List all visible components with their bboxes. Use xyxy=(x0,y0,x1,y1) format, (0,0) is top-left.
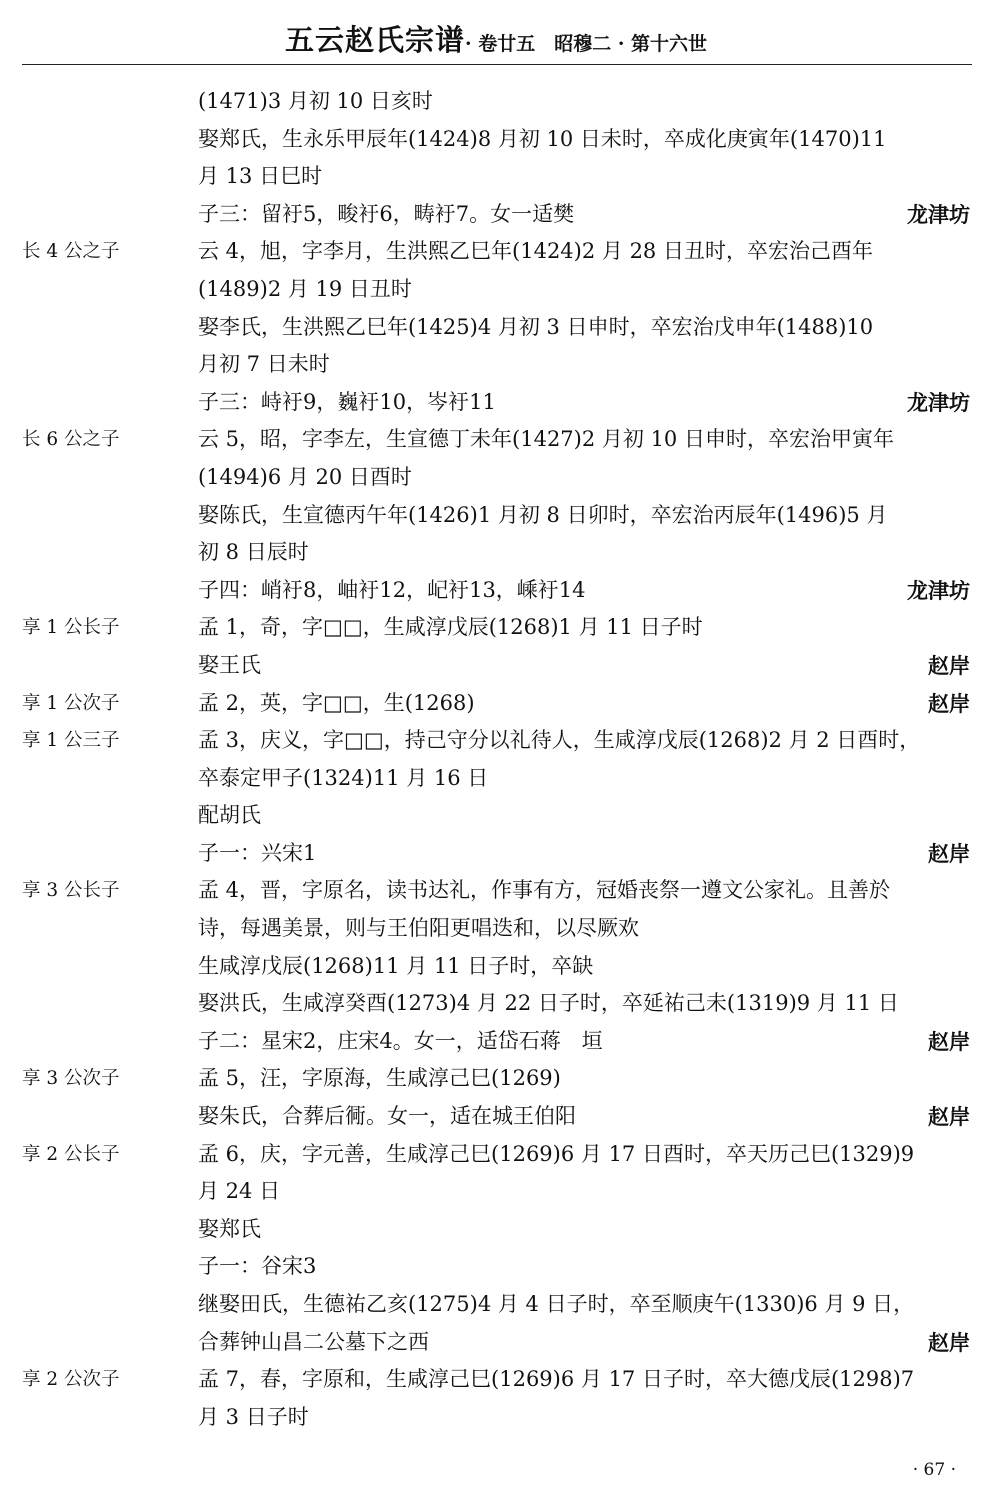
entry-text: 孟 5，汪，字原海，生咸淳己巳(1269) xyxy=(198,1066,561,1091)
residence-place: 赵岸 xyxy=(928,690,970,716)
entry-line xyxy=(0,1399,992,1437)
header-rule xyxy=(22,64,972,65)
entry-line xyxy=(0,1286,992,1324)
entry-text: 娶陈氏，生宣德丙午年(1426)1 月初 8 日卯时，卒宏治丙辰年(1496)5 月 xyxy=(198,502,888,527)
lineage-note: 享 1 公次子 xyxy=(22,692,120,714)
entry-text: 子三：峙衧9，巍衧10，岑衧11 xyxy=(198,389,496,414)
entry-line xyxy=(0,872,992,910)
entry-text: 娶郑氏，生永乐甲辰年(1424)8 月初 10 日未时，卒成化庚寅年(1470)11 xyxy=(198,126,887,151)
entry-text: 孟 7，春，字原和，生咸淳己巳(1269)6 月 17 日子时，卒大德戊辰(1298)7 xyxy=(198,1367,915,1392)
lineage-note: 享 1 公长子 xyxy=(22,617,120,639)
entry-line xyxy=(0,459,992,497)
entry-line xyxy=(0,121,992,159)
entry-line xyxy=(0,760,992,798)
entry-line xyxy=(0,609,992,647)
entry-line xyxy=(0,1060,992,1098)
entry-text: 合葬钟山昌二公墓下之西 xyxy=(198,1329,429,1354)
entry-line xyxy=(0,233,992,271)
entry-line xyxy=(0,497,992,535)
volume-subtitle: · 卷廿五 昭穆二 · 第十六世 xyxy=(464,33,708,55)
residence-place: 赵岸 xyxy=(928,1104,970,1130)
lineage-note: 享 3 公长子 xyxy=(22,880,120,902)
entry-line xyxy=(0,196,992,234)
entry-line xyxy=(0,346,992,384)
entry-line xyxy=(0,421,992,459)
page-number: · 67 · xyxy=(912,1460,956,1480)
genealogy-entries xyxy=(0,83,992,1436)
entry-text: 娶郑氏 xyxy=(198,1216,261,1241)
lineage-note: 长 4 公之子 xyxy=(22,241,120,263)
entry-line xyxy=(0,948,992,986)
page-header xyxy=(0,18,992,59)
entry-line xyxy=(0,1361,992,1399)
entry-text: 子一：兴宋1 xyxy=(198,840,317,865)
entry-text: 子一：谷宋3 xyxy=(198,1254,317,1279)
entry-text: 月 3 日子时 xyxy=(198,1404,309,1429)
residence-place: 赵岸 xyxy=(928,840,970,866)
residence-place: 赵岸 xyxy=(928,1329,970,1355)
entry-text: 娶王氏 xyxy=(198,652,261,677)
entry-text: (1489)2 月 19 日丑时 xyxy=(198,276,412,301)
lineage-note: 享 2 公次子 xyxy=(22,1369,120,1391)
entry-text: 卒泰定甲子(1324)11 月 16 日 xyxy=(198,765,489,790)
entry-line xyxy=(0,1023,992,1061)
entry-line xyxy=(0,271,992,309)
entry-text: 云 5，昭，字李左，生宣德丁未年(1427)2 月初 10 日申时，卒宏治甲寅年 xyxy=(198,427,894,452)
entry-text: 云 4，旭，字李月，生洪熙乙巳年(1424)2 月 28 日丑时，卒宏治己酉年 xyxy=(198,239,873,264)
residence-place: 龙津坊 xyxy=(907,389,970,415)
entry-text: 孟 3，庆义，字□□，持己守分以礼待人，生咸淳戊辰(1268)2 月 2 日酉时， xyxy=(198,728,921,753)
residence-place: 龙津坊 xyxy=(907,577,970,603)
entry-line xyxy=(0,384,992,422)
entry-line xyxy=(0,985,992,1023)
lineage-note: 享 1 公三子 xyxy=(22,730,120,752)
entry-line xyxy=(0,309,992,347)
entry-text: 孟 1，奇，字□□，生咸淳戊辰(1268)1 月 11 日子时 xyxy=(198,615,703,640)
entry-text: (1471)3 月初 10 日亥时 xyxy=(198,89,433,113)
entry-text: 生咸淳戊辰(1268)11 月 11 日子时，卒缺 xyxy=(198,953,594,978)
entry-line xyxy=(0,647,992,685)
entry-line xyxy=(0,835,992,873)
entry-line xyxy=(0,1173,992,1211)
entry-line xyxy=(0,572,992,610)
entry-text: 子二：星宋2，庄宋4。女一，适岱石蒋 垣 xyxy=(198,1028,603,1053)
entry-line xyxy=(0,158,992,196)
entry-line xyxy=(0,83,992,121)
entry-text: 娶洪氏，生咸淳癸酉(1273)4 月 22 日子时，卒延祐己未(1319)9 月 11 日 xyxy=(198,991,899,1016)
entry-line xyxy=(0,910,992,948)
entry-line xyxy=(0,1324,992,1362)
entry-text: 继娶田氏，生德祐乙亥(1275)4 月 4 日子时，卒至顺庚午(1330)6 月 9 日， xyxy=(198,1292,915,1316)
entry-text: 月 13 日巳时 xyxy=(198,164,323,189)
entry-text: 孟 4，晋，字原名，读书达礼，作事有方，冠婚丧祭一遵文公家礼。且善於 xyxy=(198,878,891,903)
entry-text: 孟 6，庆，字元善，生咸淳己巳(1269)6 月 17 日酉时，卒天历己巳(1329)9 xyxy=(198,1141,915,1166)
entry-line xyxy=(0,1136,992,1174)
entry-text: 孟 2，英，字□□，生(1268) xyxy=(198,690,475,715)
entry-text: 月 24 日 xyxy=(198,1179,281,1204)
lineage-note: 享 2 公长子 xyxy=(22,1143,120,1165)
lineage-note: 享 3 公次子 xyxy=(22,1068,120,1090)
entry-text: 娶李氏，生洪熙乙巳年(1425)4 月初 3 日申时，卒宏治戊申年(1488)10 xyxy=(198,314,874,339)
entry-text: 配胡氏 xyxy=(198,803,261,828)
entry-text: 子三：留衧5，畯衧6，畴衧7。女一适樊 xyxy=(198,201,575,226)
entry-line xyxy=(0,534,992,572)
book-title: 五云赵氏宗谱 xyxy=(284,23,465,57)
lineage-note: 长 6 公之子 xyxy=(22,429,120,451)
entry-line xyxy=(0,1098,992,1136)
entry-text: 子四：峭衧8，岫衧12，屺衧13，嵊衧14 xyxy=(198,577,586,602)
residence-place: 赵岸 xyxy=(928,652,970,678)
residence-place: 龙津坊 xyxy=(907,201,970,227)
entry-text: 初 8 日辰时 xyxy=(198,540,309,565)
entry-text: (1494)6 月 20 日酉时 xyxy=(198,464,412,489)
entry-line xyxy=(0,1211,992,1249)
residence-place: 赵岸 xyxy=(928,1028,970,1054)
entry-text: 娶朱氏，合葬后衕。女一，适在城王伯阳 xyxy=(198,1104,576,1129)
entry-text: 诗，每遇美景，则与王伯阳更唱迭和，以尽厥欢 xyxy=(198,916,639,941)
entry-text: 月初 7 日未时 xyxy=(198,352,330,377)
entry-line xyxy=(0,1248,992,1286)
entry-line xyxy=(0,797,992,835)
entry-line xyxy=(0,685,992,723)
entry-line xyxy=(0,722,992,760)
